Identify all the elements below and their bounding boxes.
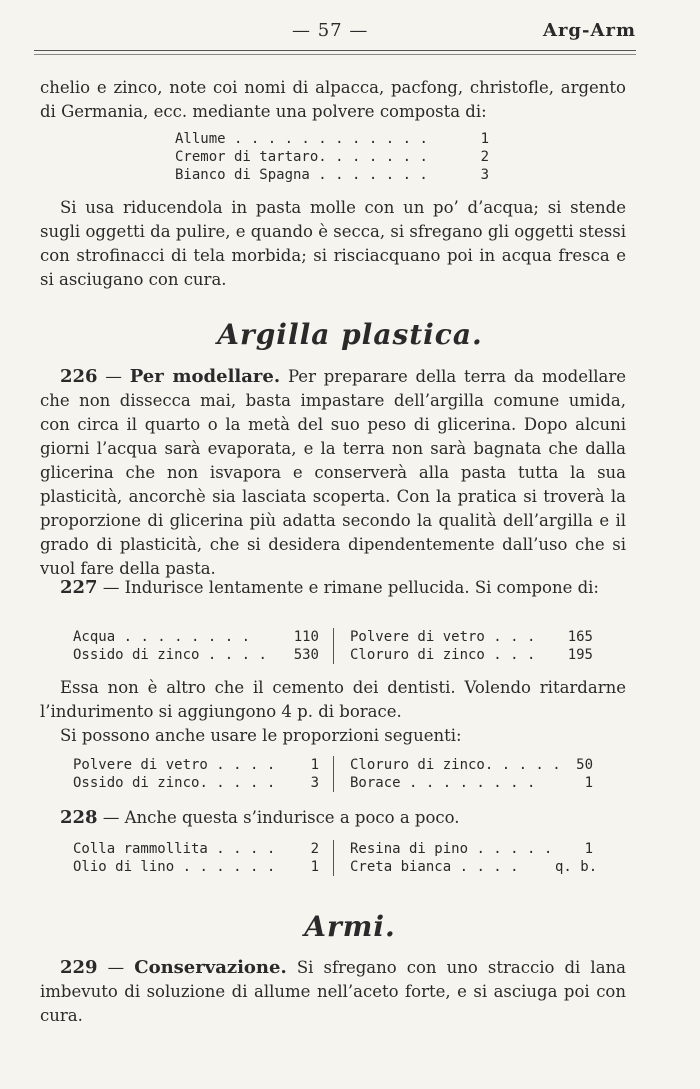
section-title-argilla: Argilla plastica. [217, 318, 483, 351]
recipe-label: Olio di lino . . . . . . [73, 859, 276, 875]
recipe-label: Ossido di zinco. . . . . [73, 775, 276, 791]
recipe-227-right [350, 628, 595, 664]
recipe-row [350, 840, 595, 858]
entry-227: 227 — Indurisce lentamente e rimane pellucida. Si compone di: [60, 577, 599, 598]
recipe-label: Colla rammollita . . . . [73, 841, 276, 857]
recipe-label: Cremor di tartaro. . . . . . . [175, 149, 428, 165]
entry-text: Per preparare della terra da modellare che non dissecca mai, basta impastare dell’argilla comune umida, con circa il quarto o la metà del suo peso di glicerina. Dopo alcuni giorni l’acqua sarà evaporata, e la terra non sarà bagnata che dalla glicerina che non isvapora e conserverà alla pasta tutta la sua plasticità, ancorchè sia lasciata scoperta. Con la pratica si troverà la proporzione di glicerina più adatta secondo la qualità dell’argilla e il grado di plasticità, che si desidera dipendentemente dall’uso che si vuol fare della pasta. [40, 367, 627, 578]
recipe-row [175, 166, 489, 184]
recipe-228-right [350, 840, 598, 876]
recipe-row [350, 774, 595, 792]
recipe-row [350, 646, 595, 664]
recipe-row [73, 858, 321, 876]
recipe-227-left [73, 628, 321, 664]
intro-paragraph: chelio e zinco, note coi nomi di alpacca, pacfong, christofle, argento di Germania, ecc. mediante una polvere composta di: [40, 78, 626, 121]
recipe-value: 1 [310, 859, 319, 875]
alt-227-right [350, 756, 595, 792]
recipe-row [350, 628, 595, 646]
page-number: — 57 — [292, 20, 369, 41]
recipe-value: 3 [310, 775, 319, 791]
recipe-value: 1 [584, 775, 593, 791]
entry-heading: Conservazione. [134, 957, 287, 978]
usage-paragraph: Si usa riducendola in pasta molle con un po’ d’acqua; si stende sugli oggetti da pulire, e quando è secca, si sfregano gli oggetti stessi con strofinacci di tela morbida; si risciacquano poi in acqua fresca e si asciugano con cura. [40, 198, 626, 289]
recipe-value: 3 [480, 167, 489, 183]
recipe-value: 1 [480, 131, 489, 147]
entry-number: 227 [60, 577, 98, 598]
note-227-b: Si possono anche usare le proporzioni seguenti: [60, 726, 462, 745]
entry-229: 229 — Conservazione. Si sfregano con uno straccio di lana imbevuto di soluzione di allume nell’aceto forte, e si asciuga poi con cura. [40, 957, 626, 1025]
recipe-label: Creta bianca . . . . [350, 859, 519, 875]
section-title-armi: Armi. [304, 910, 396, 943]
entry-number: 229 [60, 957, 98, 978]
recipe-row [350, 756, 595, 774]
recipe-label: Polvere di vetro . . . [350, 629, 536, 645]
recipe-value: 110 [293, 629, 319, 645]
page-header [34, 20, 636, 50]
intro-recipe [175, 130, 489, 184]
recipe-label: Cloruro di zinco . . . [350, 647, 536, 663]
recipe-228-left [73, 840, 321, 876]
recipe-label: Borace . . . . . . . . [350, 775, 536, 791]
recipe-label: Bianco di Spagna . . . . . . . [175, 167, 428, 183]
recipe-value: 50 [576, 757, 593, 773]
recipe-value: 2 [480, 149, 489, 165]
recipe-row [350, 858, 598, 876]
entry-number: 228 [60, 807, 98, 828]
recipe-row [73, 756, 321, 774]
recipe-value: q. b. [555, 859, 598, 875]
recipe-label: Cloruro di zinco. . . . . [350, 757, 561, 773]
note-227-a: Essa non è altro che il cemento dei dentisti. Volendo ritardarne l’indurimento si aggiungono 4 p. di borace. [40, 678, 626, 721]
entry-228: 228 — Anche questa s’indurisce a poco a poco. [60, 807, 460, 828]
column-divider [333, 756, 334, 792]
recipe-row [73, 646, 321, 664]
recipe-label: Ossido di zinco . . . . [73, 647, 267, 663]
header-rule [34, 50, 636, 51]
recipe-value: 530 [293, 647, 319, 663]
recipe-value: 2 [310, 841, 319, 857]
recipe-label: Resina di pino . . . . . [350, 841, 553, 857]
column-divider [333, 628, 334, 664]
recipe-label: Allume . . . . . . . . . . . . [175, 131, 428, 147]
recipe-row [175, 130, 489, 148]
recipe-label: Polvere di vetro . . . . [73, 757, 276, 773]
entry-226: 226 — Per modellare. Per preparare della terra da modellare che non dissecca mai, basta impastare dell’argilla comune umida, con circa il quarto o la metà del suo peso di glicerina. Dopo alcuni giorni l’acqua sarà evaporata, e la terra non sarà bagnata che dalla glicerina che non isvapora e conserverà alla pasta tutta la sua plasticità, ancorchè sia lasciata scoperta. Con la pratica si troverà la proporzione di glicerina più adatta secondo la qualità dell’argilla e il grado di plasticità, che si desidera dipendentemente dall’uso che si vuol fare della pasta. [40, 366, 627, 578]
entry-number: 226 [60, 366, 98, 387]
recipe-row [73, 840, 321, 858]
entry-text: Indurisce lentamente e rimane pellucida. Si compone di: [124, 578, 599, 597]
recipe-value: 195 [567, 647, 593, 663]
running-head: Arg-Arm [542, 20, 636, 41]
alt-227-left [73, 756, 321, 792]
recipe-row [73, 774, 321, 792]
recipe-value: 165 [567, 629, 593, 645]
recipe-value: 1 [310, 757, 319, 773]
recipe-row [175, 148, 489, 166]
header-rule-2 [34, 54, 636, 55]
recipe-label: Acqua . . . . . . . . [73, 629, 251, 645]
entry-text: Si sfregano con uno straccio di lana imbevuto di soluzione di allume nell’aceto forte, e si asciuga poi con cura. [40, 958, 626, 1025]
column-divider [333, 840, 334, 876]
recipe-row [73, 628, 321, 646]
recipe-value: 1 [584, 841, 593, 857]
entry-heading: Per modellare. [129, 366, 281, 387]
entry-text: Anche questa s’indurisce a poco a poco. [124, 808, 460, 827]
